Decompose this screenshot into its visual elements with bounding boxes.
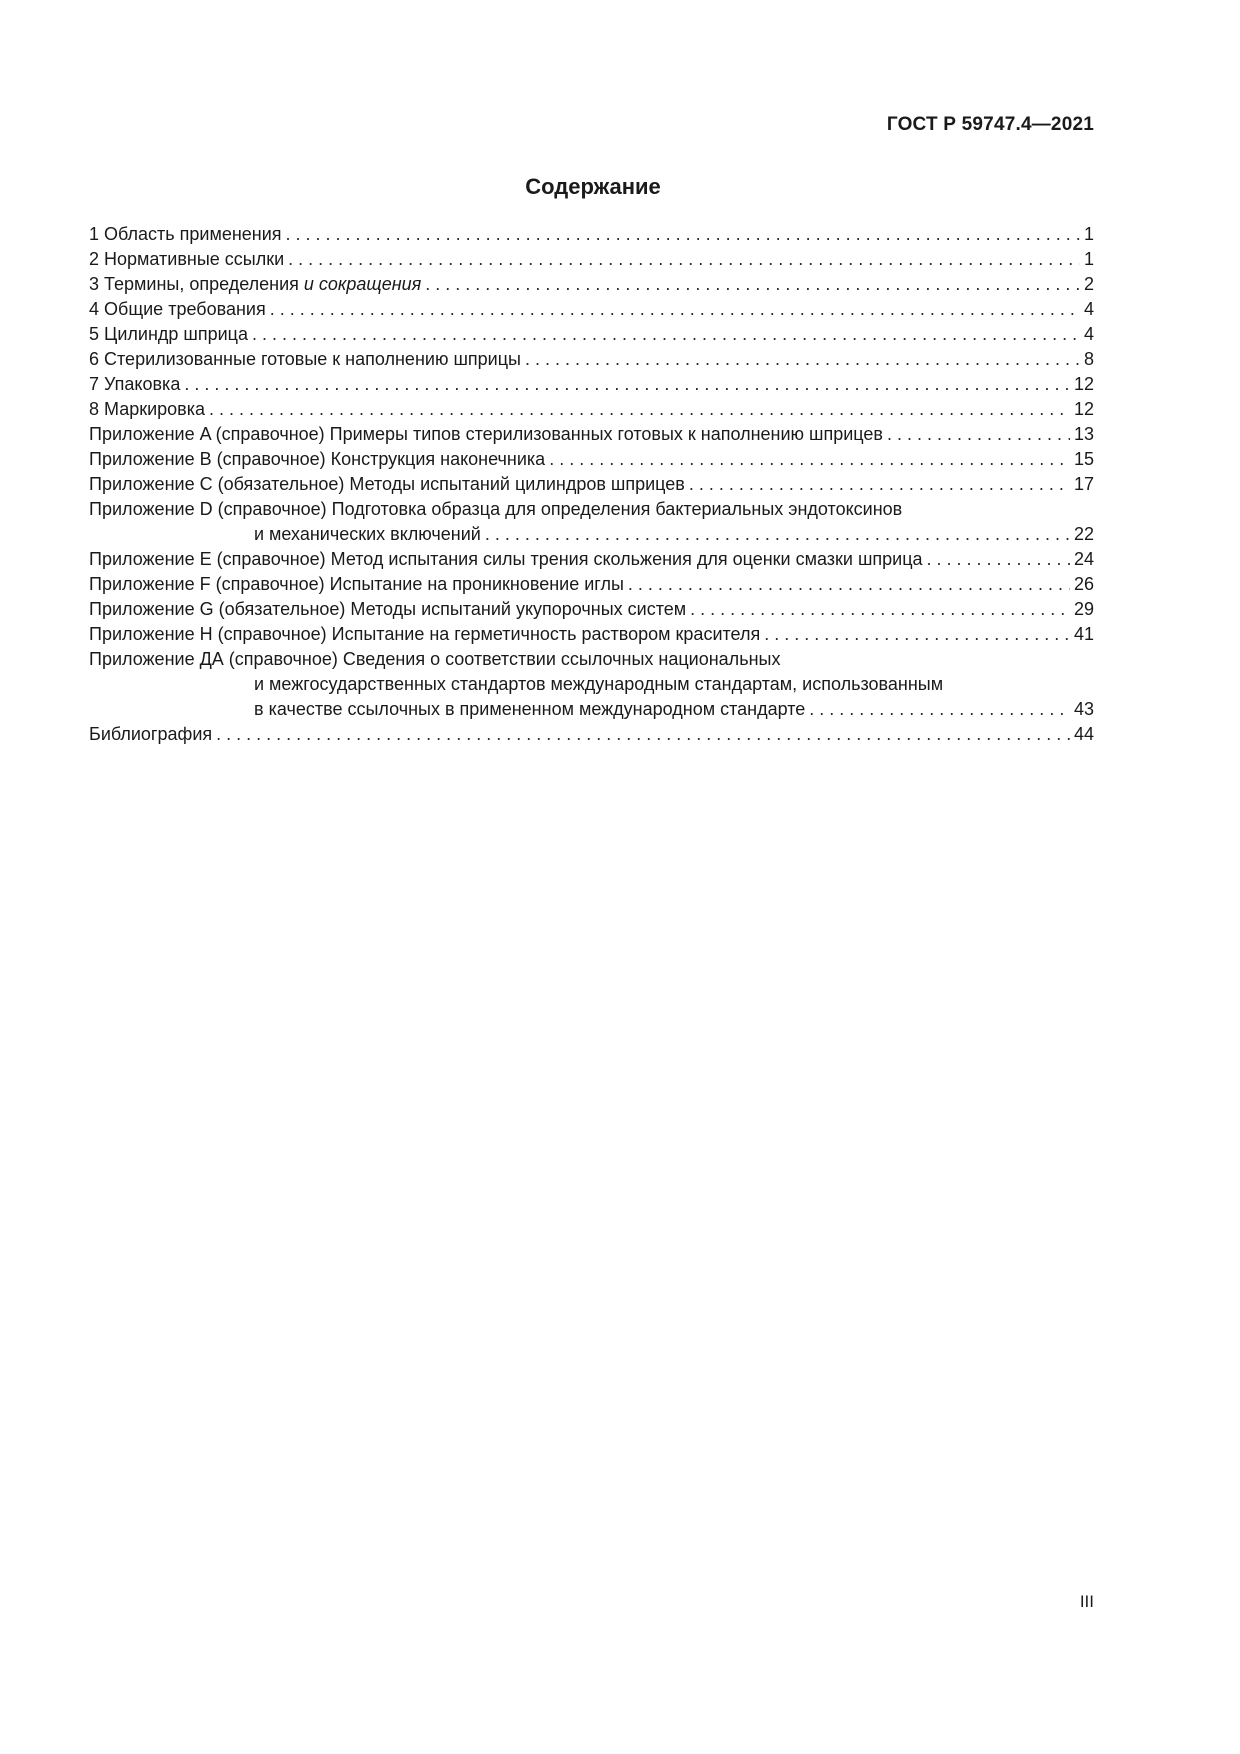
- toc-entry-title: 7 Упаковка: [89, 374, 181, 394]
- toc-entry[interactable]: [89, 322, 1094, 347]
- toc-entry-line: [89, 547, 1094, 572]
- toc-entry-page: 26: [1073, 574, 1094, 594]
- toc-entry-page: 43: [1073, 699, 1094, 719]
- page-number: III: [1079, 1592, 1094, 1611]
- toc-entry[interactable]: [89, 547, 1094, 572]
- toc-entry[interactable]: [89, 422, 1094, 447]
- toc-entry-page: 8: [1083, 349, 1094, 369]
- toc-entry[interactable]: [89, 222, 1094, 247]
- toc-entry-title: и механических включений: [254, 524, 481, 544]
- toc-entry-continuation: [89, 697, 1094, 722]
- dot-leader: [809, 697, 1070, 722]
- toc-entry-page: 12: [1073, 399, 1094, 419]
- toc-entry[interactable]: [89, 347, 1094, 372]
- toc-entry-line: [89, 247, 1094, 272]
- toc-entry-line: [89, 372, 1094, 397]
- toc-entry-line: [89, 497, 1094, 522]
- toc-entry-line: [89, 647, 1094, 672]
- toc-entry[interactable]: [89, 447, 1094, 472]
- toc-entry-page: 24: [1073, 549, 1094, 569]
- toc-entry-line: [89, 622, 1094, 647]
- toc-entry-title: 8 Маркировка: [89, 399, 206, 419]
- dot-leader: [628, 572, 1070, 597]
- toc-entry-line: [89, 322, 1094, 347]
- toc-entry-page: 12: [1073, 374, 1094, 394]
- toc-entry[interactable]: [89, 472, 1094, 497]
- toc-entry[interactable]: [89, 572, 1094, 597]
- dot-leader: [549, 447, 1070, 472]
- toc-entry[interactable]: [89, 597, 1094, 622]
- toc-entry-page: 15: [1073, 449, 1094, 469]
- toc-entry-line: [89, 472, 1094, 497]
- dot-leader: [216, 722, 1070, 747]
- toc-entry-page: 44: [1073, 724, 1094, 744]
- toc-entry[interactable]: [89, 272, 1094, 297]
- toc-entry-page: 1: [1083, 224, 1094, 244]
- toc-title: Содержание: [525, 174, 661, 199]
- table-of-contents: [89, 222, 1094, 747]
- toc-entry[interactable]: [89, 297, 1094, 322]
- toc-entry-title: Приложение D (справочное) Подготовка образца для определения бактериальных эндотоксинов: [89, 499, 903, 519]
- toc-entry-title: 4 Общие требования: [89, 299, 266, 319]
- toc-entry-title: 5 Цилиндр шприца: [89, 324, 248, 344]
- toc-entry-line: [89, 297, 1094, 322]
- toc-entry-page: 13: [1073, 424, 1094, 444]
- toc-entry-title: Приложение F (справочное) Испытание на проникновение иглы: [89, 574, 624, 594]
- toc-entry[interactable]: [89, 397, 1094, 422]
- toc-entry-continuation: [89, 522, 1094, 547]
- toc-entry-title: Приложение G (обязательное) Методы испытаний укупорочных систем: [89, 599, 687, 619]
- dot-leader: [927, 547, 1070, 572]
- toc-entry[interactable]: [89, 722, 1094, 747]
- dot-leader: [270, 297, 1080, 322]
- toc-entry-page: 17: [1073, 474, 1094, 494]
- toc-entry-title: 6 Стерилизованные готовые к наполнению шприцы: [89, 349, 521, 369]
- toc-entry-page: 4: [1083, 299, 1094, 319]
- toc-entry-line: [89, 597, 1094, 622]
- dot-leader: [252, 322, 1080, 347]
- dot-leader: [525, 347, 1080, 372]
- toc-entry-title: Приложение C (обязательное) Методы испытаний цилиндров шприцев: [89, 474, 685, 494]
- toc-entry-line: [89, 422, 1094, 447]
- document-code: ГОСТ Р 59747.4—2021: [886, 114, 1094, 135]
- toc-entry-line: [89, 572, 1094, 597]
- dot-leader: [690, 597, 1070, 622]
- toc-entry-page: 4: [1083, 324, 1094, 344]
- toc-entry-title: Приложение E (справочное) Метод испытания силы трения скольжения для оценки смазки шприца: [89, 549, 923, 569]
- toc-entry-title: в качестве ссылочных в примененном международном стандарте: [254, 699, 806, 719]
- dot-leader: [689, 472, 1070, 497]
- toc-entry[interactable]: [89, 372, 1094, 397]
- toc-entry-line: [89, 222, 1094, 247]
- dot-leader: [485, 522, 1070, 547]
- toc-entry-line: [89, 397, 1094, 422]
- toc-entry-page: 41: [1073, 624, 1094, 644]
- dot-leader: [887, 422, 1070, 447]
- toc-entry-title: Библиография: [89, 724, 213, 744]
- dot-leader: [425, 272, 1080, 297]
- toc-entry-title: 2 Нормативные ссылки: [89, 249, 285, 269]
- toc-entry-title: Приложение A (справочное) Примеры типов стерилизованных готовых к наполнению шприцев: [89, 424, 883, 444]
- toc-entry-page: 1: [1083, 249, 1094, 269]
- dot-leader: [764, 622, 1070, 647]
- toc-entry-title: 1 Область применения: [89, 224, 282, 244]
- toc-entry-page: 2: [1083, 274, 1094, 294]
- toc-entry-title: и межгосударственных стандартов международным стандартам, использованным: [254, 674, 944, 694]
- toc-entry-title: Приложение ДА (справочное) Сведения о соответствии ссылочных национальных: [89, 649, 781, 669]
- dot-leader: [288, 247, 1080, 272]
- toc-entry[interactable]: [89, 497, 1094, 547]
- dot-leader: [184, 372, 1070, 397]
- dot-leader: [286, 222, 1080, 247]
- toc-entry-title: 3 Термины, определения и сокращения: [89, 274, 422, 294]
- toc-entry-page: 29: [1073, 599, 1094, 619]
- toc-entry-line: [89, 447, 1094, 472]
- toc-entry[interactable]: [89, 622, 1094, 647]
- toc-entry-line: [89, 722, 1094, 747]
- toc-entry-line: [89, 272, 1094, 297]
- toc-entry-title-italic: и сокращения: [303, 274, 422, 294]
- toc-entry-title: Приложение H (справочное) Испытание на герметичность раствором красителя: [89, 624, 761, 644]
- toc-entry[interactable]: [89, 247, 1094, 272]
- toc-entry-continuation: [89, 672, 1094, 697]
- toc-entry-page: 22: [1073, 524, 1094, 544]
- toc-entry[interactable]: [89, 647, 1094, 722]
- dot-leader: [209, 397, 1070, 422]
- toc-entry-title: Приложение B (справочное) Конструкция наконечника: [89, 449, 546, 469]
- toc-entry-line: [89, 347, 1094, 372]
